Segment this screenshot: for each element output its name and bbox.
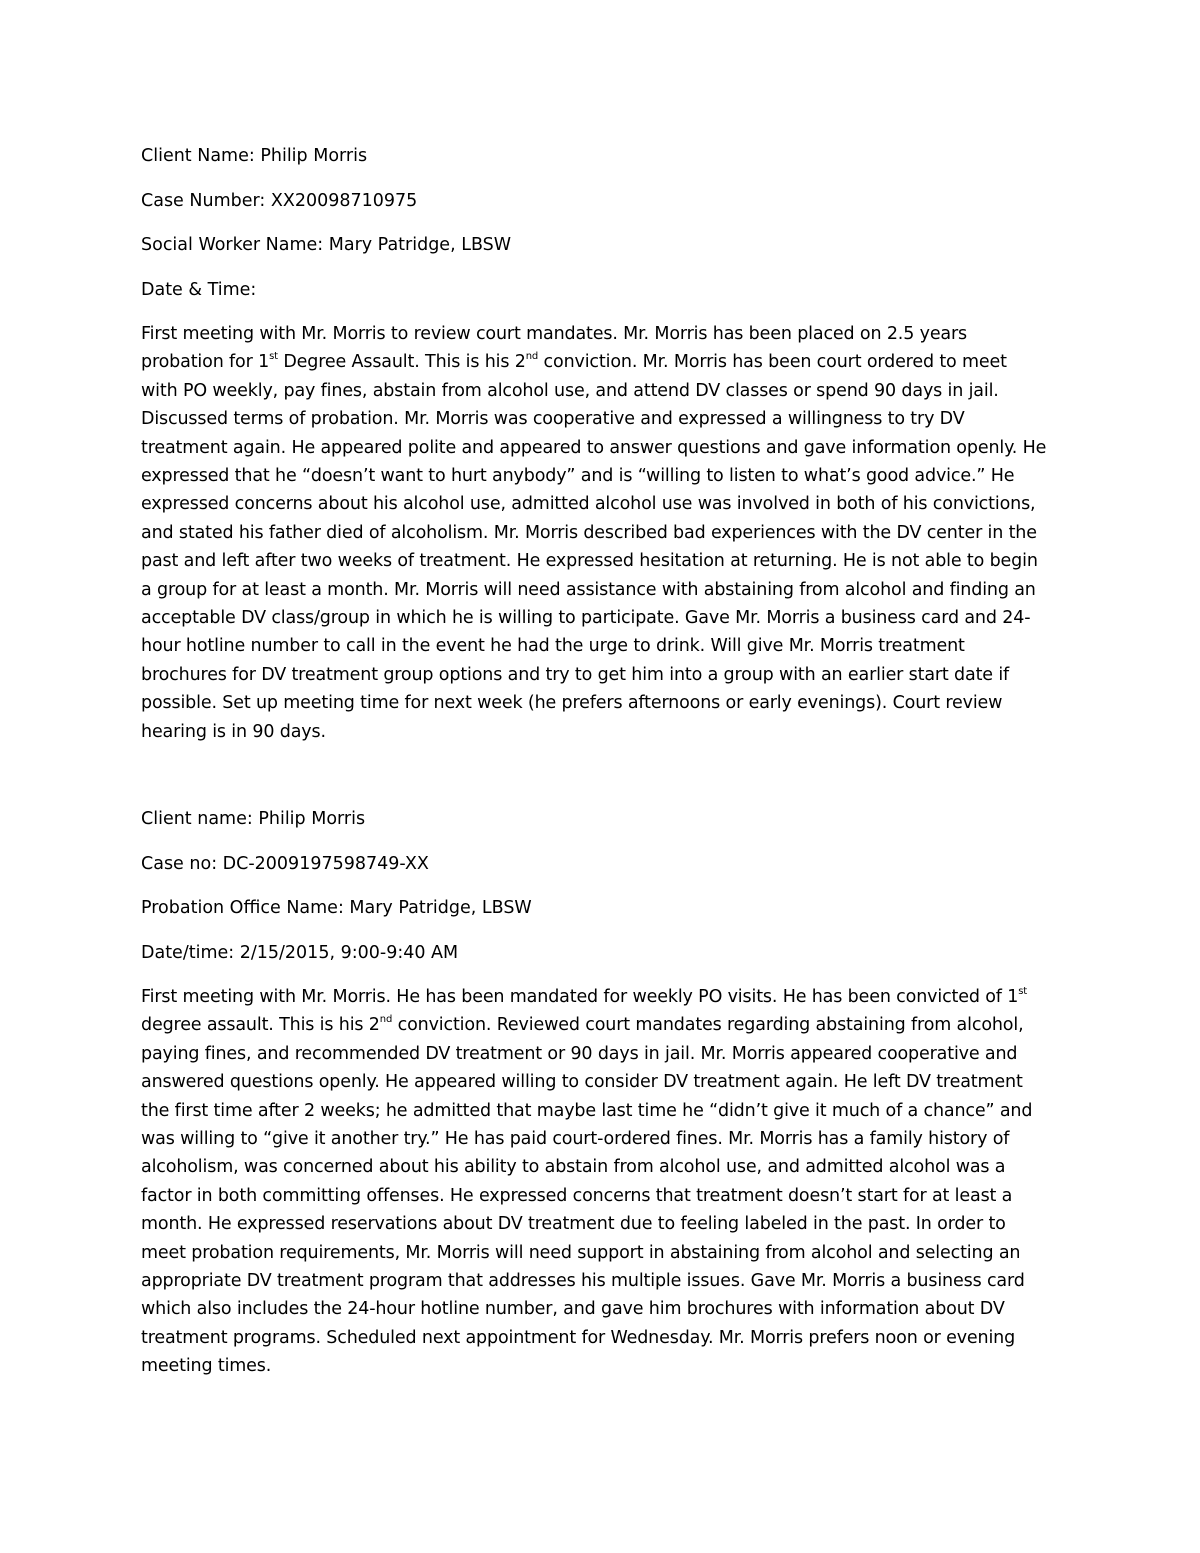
narrative-line: Discussed terms of probation. Mr. Morris was cooperative and expressed a willingness to try DV bbox=[141, 409, 965, 430]
ordinal-suffix: st bbox=[1018, 986, 1028, 997]
narrative-line: paying fines, and recommended DV treatment or 90 days in jail. Mr. Morris appeared cooperative and bbox=[141, 1043, 1018, 1064]
narrative-line: hour hotline number to call in the event he had the urge to drink. Will give Mr. Morris treatment bbox=[141, 636, 965, 657]
narrative-line bbox=[141, 983, 1061, 1011]
narrative-paragraph bbox=[141, 320, 1061, 746]
text-run: degree assault. This is his 2 bbox=[141, 1015, 380, 1036]
ordinal-suffix: nd bbox=[379, 1014, 393, 1026]
narrative-line: past and left after two weeks of treatment. He expressed hesitation at returning. He is not able to begin bbox=[141, 551, 1038, 572]
text-run: probation for 1 bbox=[141, 352, 270, 373]
client-name: Client name: Philip Morris bbox=[141, 809, 366, 829]
narrative-line: brochures for DV treatment group options and try to get him into a group with an earlier start date if bbox=[141, 664, 1010, 685]
probation-office-name: Probation Office Name: Mary Patridge, LBSW bbox=[141, 898, 532, 918]
narrative-line: alcoholism, was concerned about his ability to abstain from alcohol use, and admitted alcohol was a bbox=[141, 1157, 1006, 1178]
narrative-line: expressed concerns about his alcohol use, admitted alcohol use was involved in both of his convictions, bbox=[141, 494, 1036, 515]
text-run: First meeting with Mr. Morris. He has been mandated for weekly PO visits. He has been convicted of 1 bbox=[141, 987, 1019, 1007]
date-time: Date/time: 2/15/2015, 9:00-9:40 AM bbox=[141, 942, 459, 963]
text-run: conviction. Mr. Morris has been court ordered to meet bbox=[538, 352, 1007, 373]
narrative-line: the first time after 2 weeks; he admitted that maybe last time he “didn’t give it much of a chance” and bbox=[141, 1100, 1033, 1121]
narrative-line: and stated his father died of alcoholism. Mr. Morris described bad experiences with the DV center in the bbox=[141, 522, 1037, 543]
ordinal-suffix: nd bbox=[525, 351, 539, 363]
case-number: Case no: DC-2009197598749-XX bbox=[141, 853, 429, 874]
narrative-line: hearing is in 90 days. bbox=[141, 721, 326, 742]
narrative-line: appropriate DV treatment program that addresses his multiple issues. Gave Mr. Morris a business card bbox=[141, 1271, 1025, 1292]
case-note-revised bbox=[141, 805, 1061, 1381]
narrative-line: a group for at least a month. Mr. Morris will need assistance with abstaining from alcohol and finding an bbox=[141, 579, 1036, 600]
narrative-line: expressed that he “doesn’t want to hurt anybody” and is “willing to listen to what’s good advice.” He bbox=[141, 466, 1015, 487]
text-run: Degree Assault. This is his 2 bbox=[277, 352, 526, 373]
narrative-line: answered questions openly. He appeared willing to consider DV treatment again. He left DV treatment bbox=[141, 1072, 1023, 1093]
date-time: Date & Time: bbox=[141, 279, 257, 300]
narrative-line: was willing to “give it another try.” He has paid court-ordered fines. Mr. Morris has a family history of bbox=[141, 1129, 1010, 1150]
narrative-line: treatment again. He appeared polite and appeared to answer questions and gave information openly. He bbox=[141, 437, 1047, 458]
narrative-line: month. He expressed reservations about DV treatment due to feeling labeled in the past. In order to bbox=[141, 1214, 1006, 1235]
narrative-line: meet probation requirements, Mr. Morris will need support in abstaining from alcohol and selecting an bbox=[141, 1242, 1021, 1263]
narrative-line: meeting times. bbox=[141, 1356, 272, 1377]
ordinal-suffix: st bbox=[269, 351, 278, 363]
case-number: Case Number: XX20098710975 bbox=[141, 190, 418, 211]
client-name: Client Name: Philip Morris bbox=[141, 146, 368, 166]
case-note-draft bbox=[141, 142, 1061, 746]
narrative-line: possible. Set up meeting time for next week (he prefers afternoons or early evenings). Court review bbox=[141, 693, 1003, 714]
narrative-line bbox=[141, 1011, 1061, 1039]
narrative-line: acceptable DV class/group in which he is willing to participate. Gave Mr. Morris a business card and 24- bbox=[141, 608, 1031, 629]
narrative-line: treatment programs. Scheduled next appointment for Wednesday. Mr. Morris prefers noon or evening bbox=[141, 1327, 1016, 1348]
social-worker-name: Social Worker Name: Mary Patridge, LBSW bbox=[141, 235, 512, 255]
narrative-line: which also includes the 24-hour hotline number, and gave him brochures with information about DV bbox=[141, 1299, 1005, 1320]
text-run: conviction. Reviewed court mandates regarding abstaining from alcohol, bbox=[392, 1015, 1024, 1036]
narrative-line bbox=[141, 348, 1061, 376]
narrative-line: factor in both committing offenses. He expressed concerns that treatment doesn’t start for at least a bbox=[141, 1185, 1013, 1206]
narrative-line: with PO weekly, pay fines, abstain from alcohol use, and attend DV classes or spend 90 days in jail. bbox=[141, 380, 999, 401]
narrative-line: First meeting with Mr. Morris to review court mandates. Mr. Morris has been placed on 2.5 years bbox=[141, 324, 968, 344]
narrative-paragraph bbox=[141, 983, 1061, 1381]
